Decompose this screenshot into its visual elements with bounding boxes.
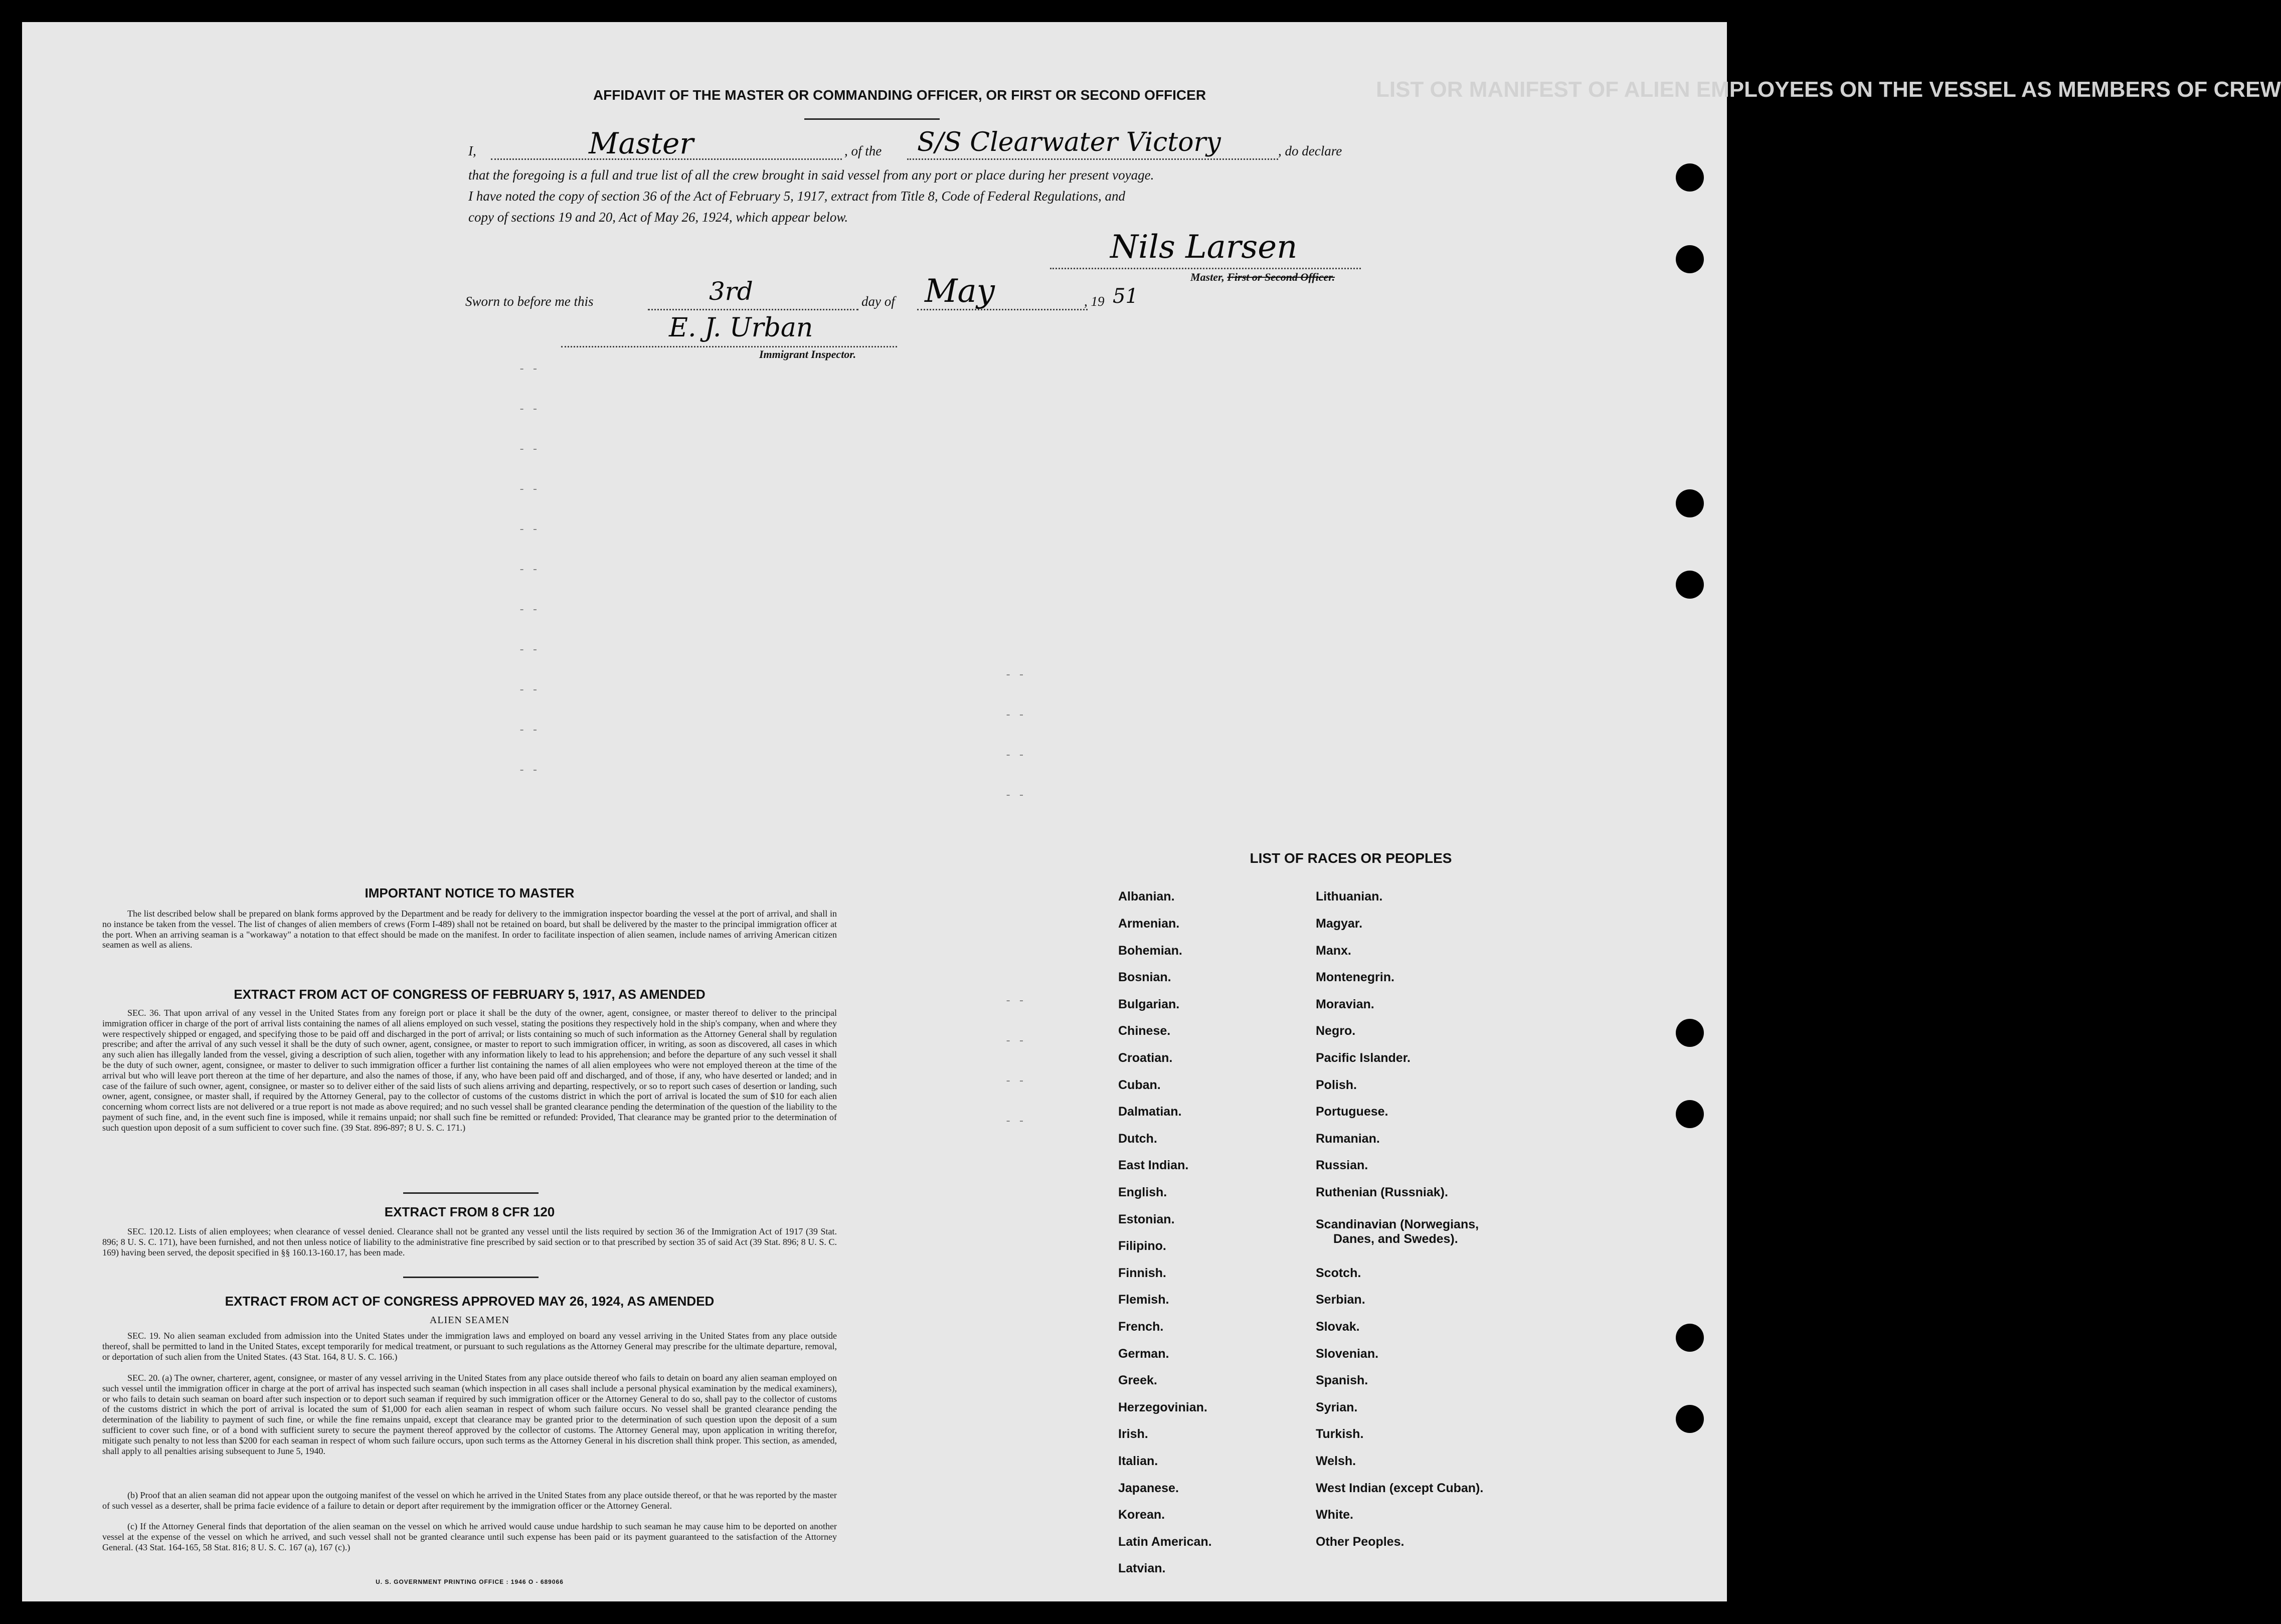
extract-cfr-body: SEC. 120.12. Lists of alien employees; when clearance of vessel denied. Clearance shall not be granted any vessel until the lists required by section 36 of the Immigration Act of 1917 (39 Stat. 896; 8 U. S. C. 171), have been furnished, and not then unless notice of liability to the administrative fine prescribed by said section or to that prescribed by section 35 of said Act (39 Stat. 896; 8 U. S. C. 169) having been served, the deposit specified in §§ 160.13-160.17, has been made. bbox=[102, 1226, 837, 1257]
extract-1917-body: SEC. 36. That upon arrival of any vessel in the United States from any foreign port or place it shall be the duty of the owner, agent, consignee, or master thereof to deliver to the principal immigration officer in charge of the port of arrival lists containing the names of all aliens employed on such vessel, stating the positions they respectively hold in the ship's company, when and where they were respectively shipped or engaged, and specifying those to be paid off and discharged in the port of arrival; or lists containing so much of such information as the Attorney General shall by regulation prescribe; and after the arrival of any such vessel it shall be the duty of such owner, agent, consignee, or master to report to such immigration officer, in writing, as soon as discovered, all cases in which any such alien has illegally landed from the vessel, giving a description of such alien, together with any information likely to lead to his apprehension; and before the departure of any such vessel it shall be the duty of such owner, agent, consignee, or master to deliver to such immigration officer a further list containing the names of all alien employees who were not employed thereon at the time of the arrival but who will leave port thereon at the time of her departure, and also the names of those, if any, who have been paid off and discharged, and of those, if any, who have deserted or landed; and in case of the failure of such owner, agent, consignee, or master so to deliver either of the said lists of such aliens arriving and departing, respectively, or so to report such cases of desertion or landing, such owner, agent, consignee, or master shall, if required by the Attorney General, pay to the collector of customs of the customs district in which the port of arrival is located the sum of $10 for each alien concerning whom correct lists are not delivered or a true report is not made as above required; and no such vessel shall be granted clearance pending the determination of the question of the liability to the payment of such fine, and, in the event such fine is imposed, while it remains unpaid; nor shall such fine be remitted or refunded: Provided, That clearance may be granted prior to the determination of such question upon deposit of a sum sufficient to cover such fine. (39 Stat. 896-897; 8 U. S. C. 171.) bbox=[102, 1008, 837, 1133]
race-item: Negro. bbox=[1316, 1024, 1356, 1038]
race-item: Irish. bbox=[1118, 1427, 1148, 1441]
affidavit-line-2: that the foregoing is a full and true list of all the crew brought in said vessel from any port or place during her present voyage. bbox=[468, 167, 1154, 183]
vessel-prefix: , of the bbox=[844, 143, 882, 158]
race-item: Moravian. bbox=[1316, 997, 1374, 1011]
race-item: Slovak. bbox=[1316, 1320, 1360, 1334]
caption-master: Master, bbox=[1190, 271, 1224, 283]
row-mark: - - bbox=[1005, 995, 1025, 1007]
race-item: Slovenian. bbox=[1316, 1347, 1379, 1361]
row-mark: - - bbox=[518, 644, 539, 656]
races-title: LIST OF RACES OR PEOPLES bbox=[1250, 850, 1452, 866]
section-rule bbox=[403, 1192, 539, 1194]
sworn-prefix: Sworn to before me this bbox=[465, 294, 594, 309]
race-item: White. bbox=[1316, 1508, 1353, 1522]
punch-hole bbox=[1676, 1100, 1704, 1128]
extract-1924-sec20c: (c) If the Attorney General finds that deportation of the alien seaman on the vessel on which he arrived would cause undue hardship to such seaman he may cause him to be deported on another vessel at the expense of the vessel on which he arrived, and such vessel shall not be granted clearance until such expense has been paid or its payment guaranteed to the satisfaction of the Attorney General. (43 Stat. 164-165, 58 Stat. 816; 8 U. S. C. 167 (a), 167 (c).) bbox=[102, 1521, 837, 1552]
notice-title: IMPORTANT NOTICE TO MASTER bbox=[365, 885, 575, 900]
race-item: Pacific Islander. bbox=[1316, 1051, 1411, 1065]
race-item: Turkish. bbox=[1316, 1427, 1364, 1441]
race-item: Scotch. bbox=[1316, 1266, 1361, 1280]
caption-struck: First or Second Officer. bbox=[1227, 271, 1335, 283]
inspector-caption: Immigrant Inspector. bbox=[759, 348, 856, 360]
master-signature: Nils Larsen bbox=[1110, 229, 1298, 266]
sworn-month: May bbox=[925, 273, 995, 310]
vessel-name-line bbox=[907, 158, 1278, 160]
row-mark: - - bbox=[518, 564, 539, 576]
race-item: Croatian. bbox=[1118, 1051, 1173, 1065]
race-item: Latvian. bbox=[1118, 1561, 1166, 1575]
row-mark: - - bbox=[518, 523, 539, 536]
declarant-prefix: I, bbox=[468, 143, 476, 158]
row-mark: - - bbox=[1005, 669, 1025, 681]
race-item: Estonian. bbox=[1118, 1212, 1175, 1226]
row-mark: - - bbox=[518, 483, 539, 496]
notice-body: The list described below shall be prepared on blank forms approved by the Department and be ready for delivery to the immigration inspector boarding the vessel at the port of arrival, and shall in no instance be taken from the vessel. The list of changes of alien members of crews (Form I-489) shall not be retained on board, but shall be delivered by the master to the principal immigration officer at the port. When an arriving seaman is a "workaway" a notation to that effect should be made on the manifest. In order to facilitate inspection of alien seamen, include names of arriving American citizen seamen as well as aliens. bbox=[102, 909, 837, 950]
section-rule bbox=[403, 1277, 539, 1278]
printing-office-imprint: U. S. GOVERNMENT PRINTING OFFICE : 1946 O - 689066 bbox=[376, 1578, 564, 1585]
punch-hole bbox=[1676, 163, 1704, 192]
race-item: Korean. bbox=[1118, 1508, 1165, 1522]
row-mark: - - bbox=[518, 403, 539, 416]
row-mark: - - bbox=[518, 443, 539, 456]
extract-1924-subtitle: ALIEN SEAMEN bbox=[429, 1315, 510, 1326]
race-item: Cuban. bbox=[1118, 1078, 1161, 1092]
race-item: Russian. bbox=[1316, 1158, 1368, 1172]
row-mark: - - bbox=[1005, 749, 1025, 762]
punch-hole bbox=[1676, 571, 1704, 599]
race-item: Flemish. bbox=[1118, 1293, 1169, 1307]
race-item: Scandinavian (Norwegians, bbox=[1316, 1217, 1479, 1231]
extract-1917-title: EXTRACT FROM ACT OF CONGRESS OF FEBRUARY 5, 1917, AS AMENDED bbox=[234, 987, 706, 1002]
race-item: Bosnian. bbox=[1118, 970, 1171, 984]
row-mark: - - bbox=[518, 764, 539, 777]
race-item: Finnish. bbox=[1118, 1266, 1166, 1280]
race-item: Spanish. bbox=[1316, 1373, 1368, 1387]
race-item: English. bbox=[1118, 1185, 1167, 1199]
race-item: Latin American. bbox=[1118, 1535, 1212, 1549]
extract-1924-title: EXTRACT FROM ACT OF CONGRESS APPROVED MAY 26, 1924, AS AMENDED bbox=[225, 1294, 715, 1309]
race-item: French. bbox=[1118, 1320, 1164, 1334]
race-item: Greek. bbox=[1118, 1373, 1157, 1387]
punch-hole bbox=[1676, 245, 1704, 273]
race-item: Japanese. bbox=[1118, 1481, 1179, 1495]
sworn-day: 3rd bbox=[709, 277, 753, 306]
row-mark: - - bbox=[1005, 1075, 1025, 1088]
race-item: Ruthenian (Russniak). bbox=[1316, 1185, 1448, 1199]
punch-hole bbox=[1676, 1324, 1704, 1352]
row-mark: - - bbox=[1005, 709, 1025, 721]
race-item: Manx. bbox=[1316, 944, 1351, 958]
affidavit-title: AFFIDAVIT OF THE MASTER OR COMMANDING OFFICER, OR FIRST OR SECOND OFFICER bbox=[593, 87, 1206, 103]
race-item: Bulgarian. bbox=[1118, 997, 1180, 1011]
race-item: Polish. bbox=[1316, 1078, 1357, 1092]
row-mark: - - bbox=[518, 363, 539, 376]
affidavit-line-3: I have noted the copy of section 36 of the Act of February 5, 1917, extract from Title 8, Code of Federal Regulations, and bbox=[468, 189, 1126, 204]
race-item: Filipino. bbox=[1118, 1239, 1166, 1253]
extract-cfr-title: EXTRACT FROM 8 CFR 120 bbox=[384, 1204, 555, 1219]
race-item: German. bbox=[1118, 1347, 1169, 1361]
affidavit-line-4: copy of sections 19 and 20, Act of May 26, 1924, which appear below. bbox=[468, 210, 848, 225]
vessel-name: S/S Clearwater Victory bbox=[917, 127, 1221, 157]
race-item: Dalmatian. bbox=[1118, 1105, 1182, 1119]
inspector-line bbox=[561, 346, 897, 347]
race-item: Dutch. bbox=[1118, 1132, 1157, 1146]
race-item: Montenegrin. bbox=[1316, 970, 1394, 984]
race-item: Rumanian. bbox=[1316, 1132, 1380, 1146]
declare-suffix: , do declare bbox=[1278, 143, 1342, 158]
signature-line bbox=[1050, 268, 1361, 269]
title-rule bbox=[804, 118, 940, 120]
race-item: Portuguese. bbox=[1316, 1105, 1388, 1119]
punch-hole bbox=[1676, 1019, 1704, 1047]
race-item: Magyar. bbox=[1316, 917, 1363, 931]
punch-hole bbox=[1676, 489, 1704, 517]
row-mark: - - bbox=[518, 604, 539, 616]
row-mark: - - bbox=[1005, 1115, 1025, 1128]
punch-hole bbox=[1676, 1405, 1704, 1433]
race-item: East Indian. bbox=[1118, 1158, 1189, 1172]
race-item: West Indian (except Cuban). bbox=[1316, 1481, 1484, 1495]
sworn-day-line bbox=[648, 309, 858, 310]
race-item: Albanian. bbox=[1118, 889, 1175, 904]
extract-1924-sec20a: SEC. 20. (a) The owner, charterer, agent, consignee, or master of any vessel arriving in the United States from any place outside thereof who fails to detain on board any alien seaman employed on such vessel until the immigration officer in charge at the port of arrival has inspected such seaman (which inspection in all cases shall include a personal physical examination by the medical examiners), or who fails to detain such seaman on board after such inspection or to deport such seaman if required by such immigration officer or the Attorney General to do so, shall pay to the collector of customs of the customs district in which the port of arrival is located the sum of $1,000 for each alien seaman in respect of whom such failure occurs. No vessel shall be granted clearance pending the determination of the liability to payment of such fine, or while the fine remains unpaid, except that clearance may be granted prior to the determination of such question upon the deposit of a sum sufficient to cover such fine, or of a bond with sufficient surety to secure the payment thereof approved by the collector of customs. The Attorney General may, upon application in writing therefor, mitigate such penalty to not less than $200 for each seaman in respect of whom such failure occurs, upon such terms as the Attorney General in his discretion shall think proper. This section, as amended, shall apply to all penalties arising subsequent to June 5, 1940. bbox=[102, 1373, 837, 1456]
race-item: Herzegovinian. bbox=[1118, 1400, 1207, 1414]
race-item: Lithuanian. bbox=[1316, 889, 1383, 904]
document-page bbox=[22, 22, 2281, 1601]
race-item: Chinese. bbox=[1118, 1024, 1171, 1038]
race-item: Danes, and Swedes). bbox=[1333, 1232, 1458, 1246]
extract-1924-sec20b: (b) Proof that an alien seaman did not appear upon the outgoing manifest of the vessel on which he arrived in the United States from any place outside thereof, or that he was reported by the master of such vessel as a deserter, shall be prima facie evidence of a failure to detain or deport after requirement by the immigration officer or the Attorney General. bbox=[102, 1490, 837, 1511]
race-item: Other Peoples. bbox=[1316, 1535, 1405, 1549]
row-mark: - - bbox=[518, 724, 539, 737]
row-mark: - - bbox=[1005, 1035, 1025, 1047]
race-item: Italian. bbox=[1118, 1454, 1158, 1468]
sworn-day-of: day of bbox=[861, 294, 895, 309]
race-item: Armenian. bbox=[1118, 917, 1180, 931]
inspector-signature: E. J. Urban bbox=[669, 313, 813, 343]
race-item: Serbian. bbox=[1316, 1293, 1365, 1307]
race-item: Bohemian. bbox=[1118, 944, 1182, 958]
declarant-name: Master bbox=[589, 126, 694, 160]
extract-1924-sec19: SEC. 19. No alien seaman excluded from admission into the United States under the immigration laws and employed on board any vessel arriving in the United States from any place outside thereof, shall be permitted to land in the United States, except temporarily for medical treatment, or pursuant to such regulations as the Attorney General may prescribe for the ultimate departure, removal, or deportation of such alien from the United States. (43 Stat. 164, 8 U. S. C. 166.) bbox=[102, 1331, 837, 1362]
sworn-year-prefix: , 19 bbox=[1084, 294, 1105, 309]
signature-caption bbox=[1190, 271, 1335, 284]
sworn-year: 51 bbox=[1113, 285, 1138, 308]
race-item: Syrian. bbox=[1316, 1400, 1358, 1414]
bleed-through-header: LIST OR MANIFEST OF ALIEN EMPLOYEES ON THE VESSEL AS MEMBERS OF CREW bbox=[1376, 77, 2281, 102]
row-mark: - - bbox=[1005, 789, 1025, 802]
race-item: Welsh. bbox=[1316, 1454, 1356, 1468]
row-mark: - - bbox=[518, 684, 539, 696]
